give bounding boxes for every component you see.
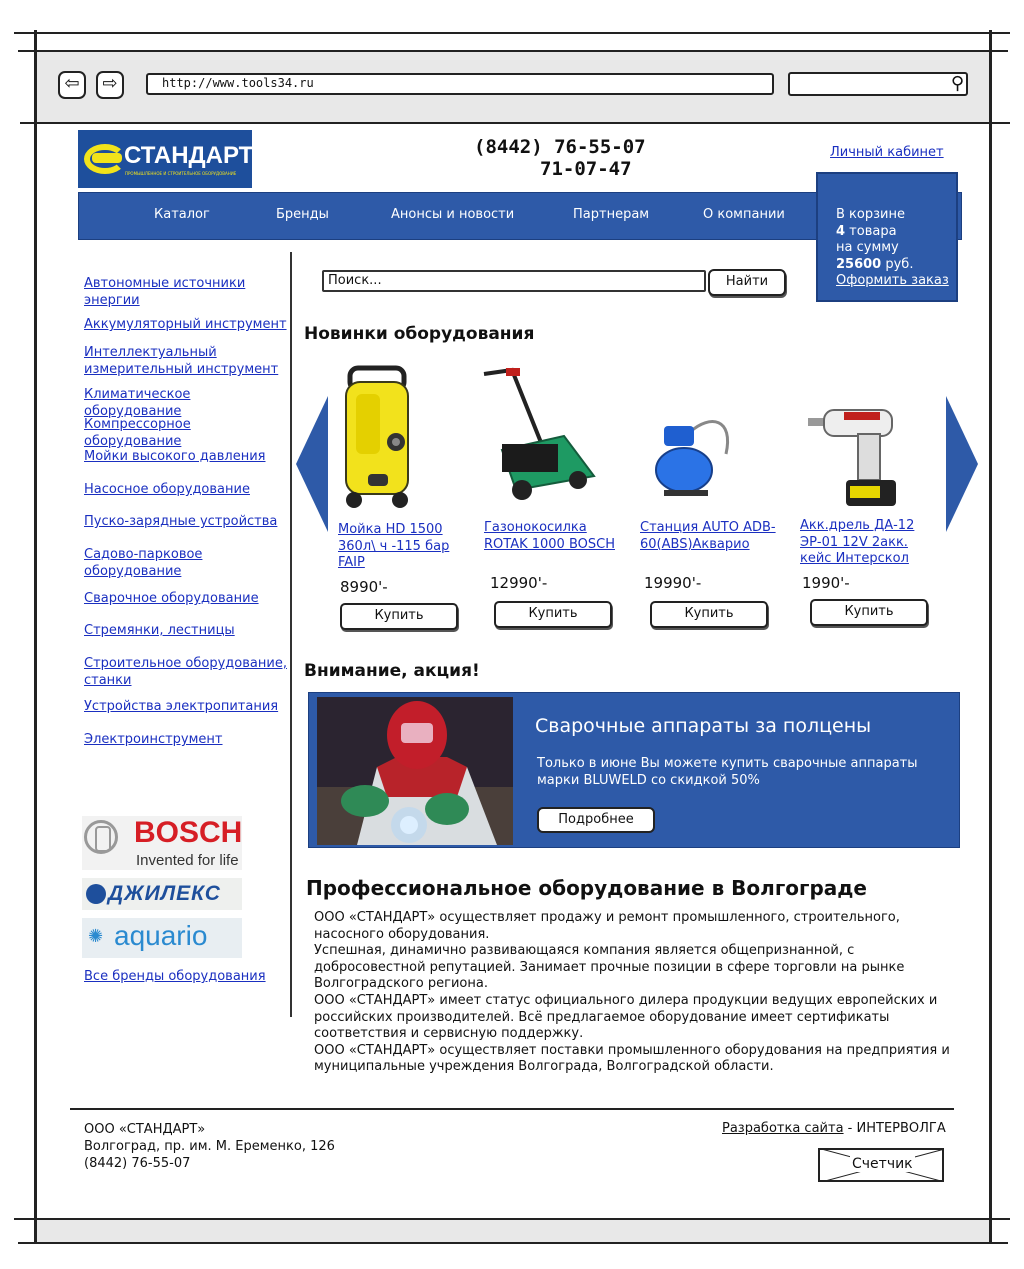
site-search-input[interactable]: Поиск...: [322, 270, 706, 292]
promo-title: Сварочные аппараты за полцены: [535, 715, 872, 737]
product-price: 19990'-: [644, 574, 702, 592]
category-link[interactable]: Садово-парковое оборудование: [84, 547, 203, 579]
cart-count-suffix: товара: [845, 223, 897, 239]
checkout-link[interactable]: Оформить заказ: [836, 273, 949, 288]
brand-logo-bosch[interactable]: [82, 816, 242, 870]
category-link[interactable]: Устройства электропитания: [84, 699, 279, 714]
phone-main: (8442) 76-55-07: [474, 136, 646, 158]
brand-logo-jilex[interactable]: [82, 878, 242, 910]
aquario-name: aquario: [114, 920, 208, 951]
category-link[interactable]: Климатическое оборудование: [84, 387, 191, 419]
arrow-left-icon: ⇦: [64, 73, 80, 94]
category-link[interactable]: Строительное оборудование, станки: [84, 656, 287, 688]
cart-count: 4: [836, 223, 846, 239]
product-name-link[interactable]: Станция AUTO ADB-60(ABS)Акварио: [640, 520, 776, 552]
logo-tagline: ПРОМЫШЛЕННОЕ И СТРОИТЕЛЬНОЕ ОБОРУДОВАНИЕ: [125, 171, 237, 176]
product-name-link[interactable]: Мойка HD 1500 360л\ ч -115 бар FAIP: [338, 522, 450, 570]
category-link[interactable]: Стремянки, лестницы: [84, 623, 235, 638]
cart-sum-label: на сумму: [836, 240, 899, 255]
frame-line: [18, 50, 1008, 52]
about-text: [314, 910, 954, 1076]
buy-button[interactable]: Купить: [494, 601, 612, 628]
welder-image[interactable]: [317, 697, 513, 845]
cart-sum-line: [836, 257, 956, 274]
logo-mark-bar: [92, 153, 122, 163]
frame-bottom-line: [18, 1242, 1008, 1244]
about-paragraph: Успешная, динамично развивающаяся компания является общепризнанной, с добросовестной репутацией. Занимает прочные позиции в сфере торговли на рынке Волгоградского региона.: [314, 943, 905, 992]
category-link[interactable]: Электроинструмент: [84, 732, 223, 747]
brand-logo-aquario[interactable]: [82, 918, 242, 958]
site-logo[interactable]: [78, 130, 252, 188]
product-name-link[interactable]: Газонокосилка ROTAK 1000 BOSCH: [484, 520, 615, 552]
product-price: 1990'-: [802, 574, 850, 592]
category-link[interactable]: Насосное оборудование: [84, 482, 250, 497]
category-link[interactable]: Автономные источники энергии: [84, 276, 246, 308]
category-link[interactable]: Сварочное оборудование: [84, 591, 259, 606]
footer-address: Волгоград, пр. им. М. Еременко, 126: [84, 1139, 335, 1154]
pump-station-image[interactable]: [650, 414, 734, 498]
promo-banner: [308, 692, 960, 848]
back-button[interactable]: [58, 71, 86, 99]
category-link[interactable]: Интеллектуальный измерительный инструмент: [84, 345, 279, 377]
cart-sum-suffix: руб.: [881, 256, 914, 272]
carousel-prev-icon[interactable]: [296, 396, 328, 532]
cabinet-link[interactable]: Личный кабинет: [830, 145, 944, 160]
cart-widget: [816, 172, 958, 302]
lawn-mower-image[interactable]: [482, 366, 598, 502]
new-products-title: Новинки оборудования: [304, 324, 535, 344]
footer-phone: (8442) 76-55-07: [84, 1156, 191, 1171]
promo-section-title: Внимание, акция!: [304, 661, 480, 681]
product-price: 12990'-: [490, 574, 548, 592]
cart-sum: 25600: [836, 256, 882, 272]
about-paragraph: ООО «СТАНДАРТ» осуществляет продажу и ремонт промышленного, строительного, насосного оборудования.: [314, 910, 900, 942]
all-brands-link[interactable]: Все бренды оборудования: [84, 969, 266, 984]
category-link[interactable]: Компрессорное оборудование: [84, 417, 191, 449]
developer-name: - ИНТЕРВОЛГА: [843, 1121, 946, 1136]
buy-button[interactable]: Купить: [340, 603, 458, 630]
buy-button[interactable]: Купить: [810, 599, 928, 626]
footer-contacts: [84, 1121, 335, 1172]
bosch-armature-icon: [84, 820, 118, 854]
frame-line: [20, 122, 1010, 124]
phone-second: 71-07-47: [540, 158, 632, 180]
developer-credit: [722, 1121, 946, 1136]
counter-label: Счетчик: [852, 1156, 913, 1172]
sidebar-divider: [290, 252, 292, 1017]
jilex-mark-icon: [86, 884, 106, 904]
menu-item-brands[interactable]: Бренды: [276, 207, 329, 222]
about-title: Профессиональное оборудование в Волгограде: [306, 876, 867, 900]
visit-counter[interactable]: [818, 1148, 944, 1182]
jilex-name: ДЖИЛЕКС: [108, 882, 221, 905]
drill-image[interactable]: [808, 402, 908, 512]
product-name-link[interactable]: Акк.дрель ДА-12 ЭР-01 12V 2акк. кейс Интерскол: [800, 518, 915, 566]
about-paragraph: ООО «СТАНДАРТ» имеет статус официального дилера продукции ведущих европейских и российских производителей. Всё предлагаемое оборудование имеет сертификаты соответствия и сервисную поддержку.: [314, 992, 938, 1042]
about-paragraph: ООО «СТАНДАРТ» осуществляет поставки промышленного оборудования на предприятия и муниципальные учреждения Волгограда, Волгоградской области.: [314, 1042, 950, 1075]
cart-label: В корзине: [836, 207, 905, 222]
frame-line: [14, 1218, 1010, 1220]
promo-text: Только в июне Вы можете купить сварочные аппараты марки BLUWELD со скидкой 50%: [537, 756, 918, 788]
menu-item-news[interactable]: Анонсы и новости: [391, 207, 515, 222]
arrow-right-icon: ⇨: [102, 73, 118, 94]
more-button[interactable]: Подробнее: [537, 807, 655, 833]
magnifier-icon[interactable]: ⚲: [950, 73, 964, 94]
menu-item-about[interactable]: О компании: [703, 207, 785, 222]
bosch-name: BOSCH: [134, 816, 243, 849]
category-link[interactable]: Пуско-зарядные устройства: [84, 514, 278, 529]
frame-top-line: [14, 32, 1010, 34]
browser-search[interactable]: [788, 72, 968, 96]
cart-count-line: [836, 224, 956, 241]
carousel-next-icon[interactable]: [946, 396, 978, 532]
search-button[interactable]: Найти: [708, 269, 786, 296]
bosch-slogan: Invented for life: [136, 852, 239, 869]
product-price: 8990'-: [340, 578, 388, 596]
forward-button[interactable]: [96, 71, 124, 99]
category-link[interactable]: Аккумуляторный инструмент: [84, 317, 287, 332]
menu-item-partners[interactable]: Партнерам: [573, 207, 650, 222]
aquario-drops-icon: ✺: [88, 926, 104, 947]
menu-item-catalog[interactable]: Каталог: [154, 207, 210, 222]
url-bar[interactable]: http://www.tools34.ru: [146, 73, 774, 95]
footer-company: ООО «СТАНДАРТ»: [84, 1122, 206, 1137]
footer-divider: [70, 1108, 954, 1110]
category-link[interactable]: Мойки высокого давления: [84, 449, 266, 464]
logo-text: СТАНДАРТ: [124, 142, 254, 169]
developer-link[interactable]: Разработка сайта: [722, 1121, 844, 1136]
pressure-washer-image[interactable]: [338, 364, 422, 510]
buy-button[interactable]: Купить: [650, 601, 768, 628]
